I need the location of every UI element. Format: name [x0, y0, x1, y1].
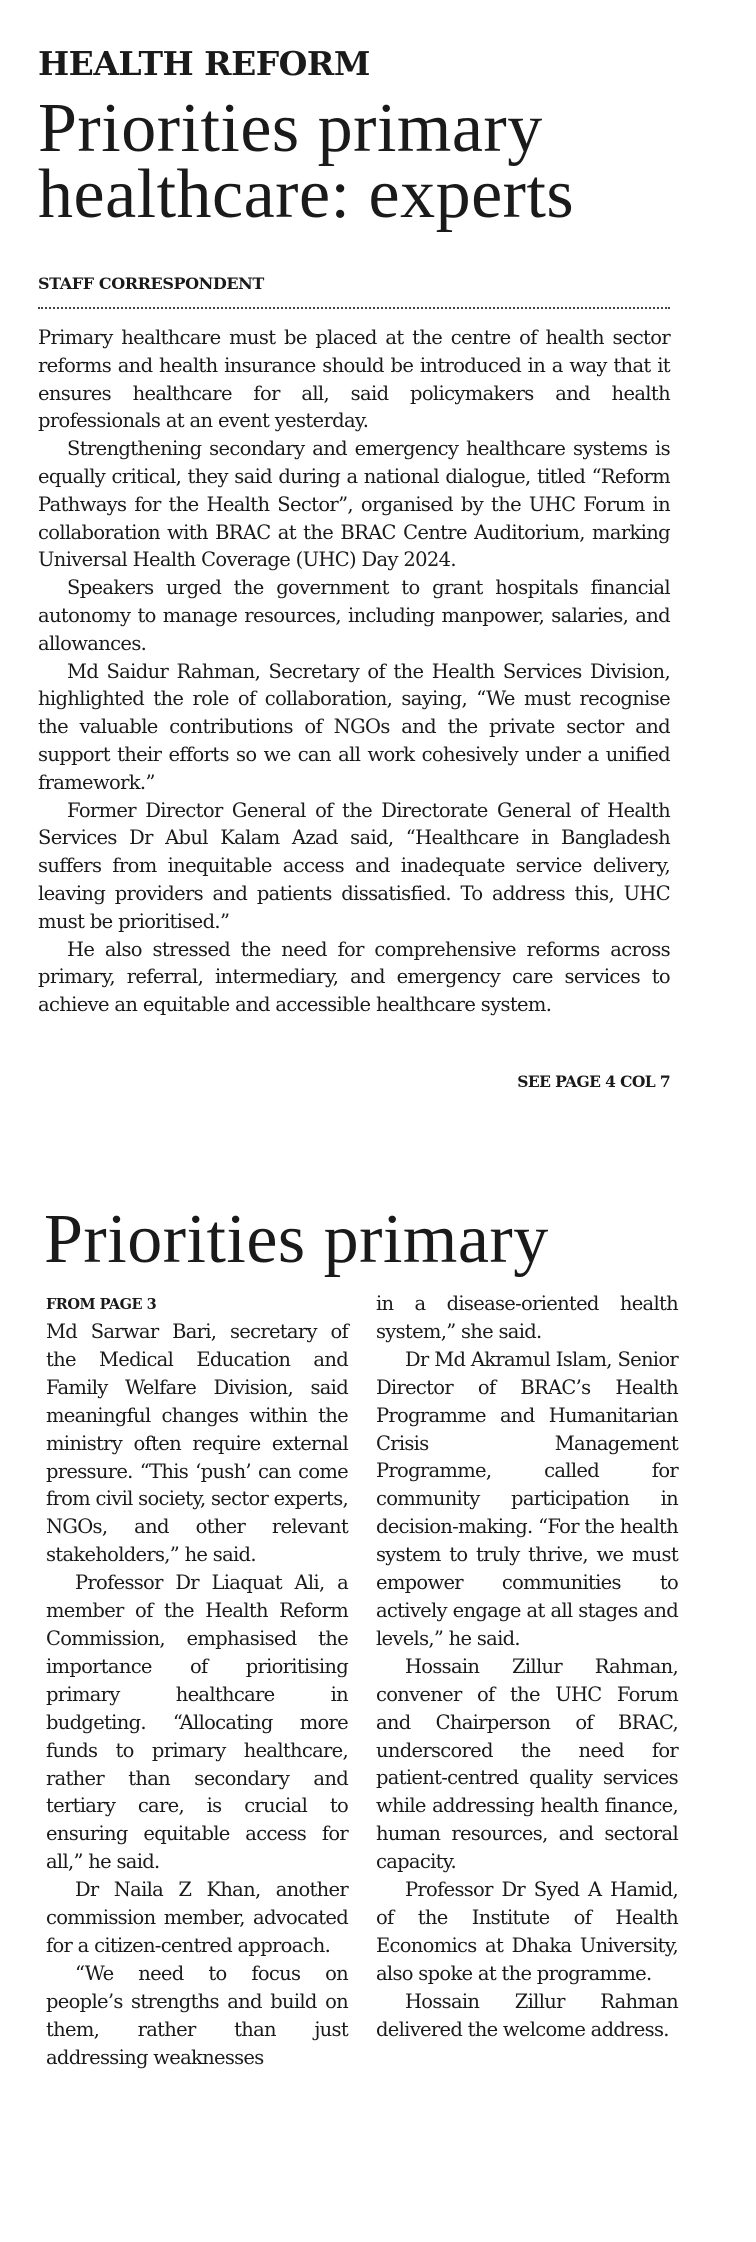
byline: STAFF CORRESPONDENT [38, 274, 264, 293]
paragraph: Hossain Zillur Rahman delivered the welcome address. [376, 1989, 678, 2041]
paragraph: He also stressed the need for comprehensive reforms across primary, referral, intermediary, and emergency care services to achieve an equitable and accessible healthcare system. [38, 937, 670, 1017]
paragraph: Md Sarwar Bari, secretary of the Medical Education and Family Welfare Division, said meaningful changes within the ministry often require external pressure. “This ‘push’ can come from civil society, sector experts, NGOs, and other relevant stakeholders,” he said. [46, 1320, 348, 1567]
dotted-divider [38, 307, 670, 309]
article-body [38, 324, 670, 1019]
jump-reference: SEE PAGE 4 COL 7 [517, 1072, 670, 1091]
paragraph: Dr Md Akramul Islam, Senior Director of BRAC’s Health Programme and Humanitarian Crisis Management Programme, called for community participation in decision-making. “For the health system to truly thrive, we must empower communities to actively engage at all stages and levels,” he said. [376, 1347, 678, 1650]
headline [38, 90, 718, 233]
paragraph: Professor Dr Syed A Hamid, of the Institute of Health Economics at Dhaka University, also spoke at the programme. [376, 1878, 678, 1985]
paragraph: “We need to focus on people’s strengths and build on them, rather than just addressing weaknesses [46, 1961, 348, 2069]
paragraph: Dr Naila Z Khan, another commission member, advocated for a citizen-centred approach. [46, 1878, 348, 1957]
paragraph: Former Director General of the Directorate General of Health Services Dr Abul Kalam Azad said, “Healthcare in Bangladesh suffers from inequitable access and inadequate service delivery, leaving providers and patients dissatisfied. To address this, UHC must be prioritised.” [38, 798, 670, 933]
paragraph: Hossain Zillur Rahman, convener of the UHC Forum and Chairperson of BRAC, underscored the need for patient-centred quality services while addressing health finance, human resources, and sectoral capacity. [376, 1654, 678, 1874]
headline-line-2: healthcare: experts [38, 156, 575, 233]
from-page-reference: FROM PAGE 3 [46, 1296, 157, 1313]
paragraph: in a disease-oriented health system,” she said. [376, 1292, 678, 1343]
paragraph: Primary healthcare must be placed at the centre of health sector reforms and health insurance should be introduced in a way that it ensures healthcare for all, said policymakers and health professionals at an event yesterday. [38, 326, 670, 433]
continuation-left-column [46, 1318, 348, 2071]
continuation-headline: Priorities primary [44, 1201, 549, 1278]
continuation-right-column [376, 1290, 678, 2043]
paragraph: Strengthening secondary and emergency healthcare systems is equally critical, they said during a national dialogue, titled “Reform Pathways for the Health Sector”, organised by the UHC Forum in collaboration with BRAC at the BRAC Centre Auditorium, marking Universal Health Coverage (UHC) Day 2024. [38, 437, 670, 572]
paragraph: Speakers urged the government to grant hospitals financial autonomy to manage resources, including manpower, salaries, and allowances. [38, 576, 670, 655]
paragraph: Professor Dr Liaquat Ali, a member of the Health Reform Commission, emphasised the importance of prioritising primary healthcare in budgeting. “Allocating more funds to primary healthcare, rather than secondary and tertiary care, is crucial to ensuring equitable access for all,” he said. [46, 1571, 348, 1874]
headline-line-1: Priorities primary [38, 90, 543, 167]
paragraph: Md Saidur Rahman, Secretary of the Health Services Division, highlighted the role of collaboration, saying, “We must recognise the valuable contributions of NGOs and the private sector and support their efforts so we can all work cohesively under a unified framework.” [38, 659, 670, 794]
section-label: HEALTH REFORM [38, 44, 370, 83]
